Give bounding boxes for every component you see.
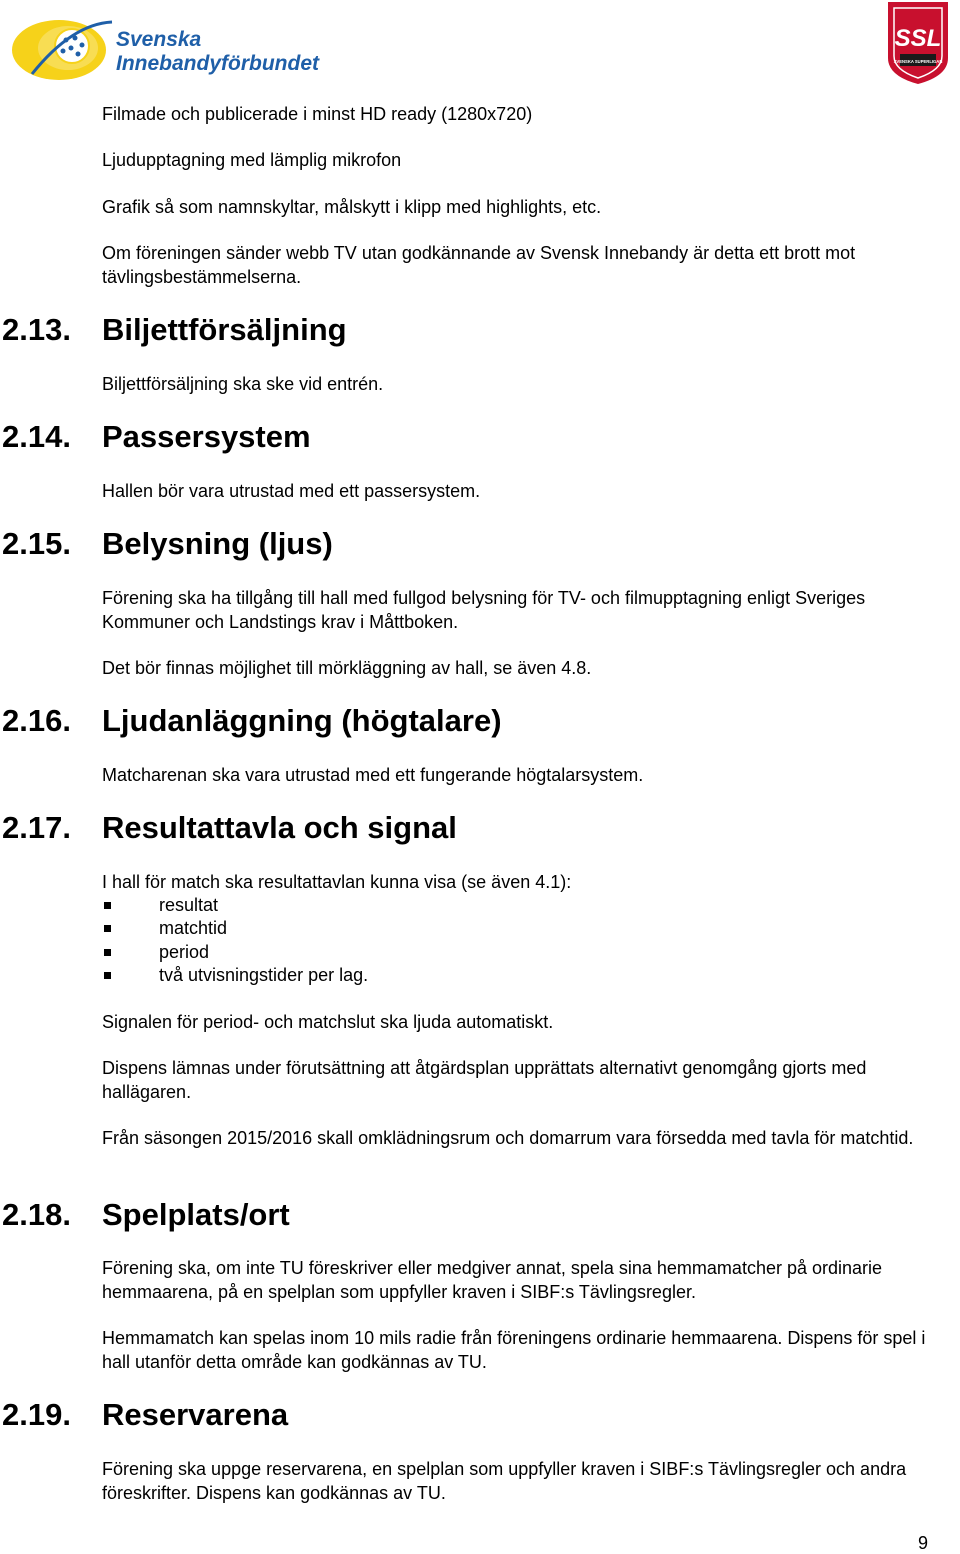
section-title: Passersystem: [102, 419, 311, 454]
section-2-17-paragraph-2: Signalen för period- och matchslut ska ljuda automatiskt.: [102, 1012, 554, 1032]
section-title: Spelplats/ort: [102, 1197, 290, 1232]
bullet-square-icon: [104, 925, 111, 932]
ssl-logo: [880, 0, 956, 91]
section-number: 2.19.: [2, 1397, 71, 1432]
page-header: [0, 0, 960, 95]
svg-text:Innebandyförbundet: Innebandyförbundet: [116, 52, 319, 75]
section-number: 2.17.: [2, 810, 71, 845]
section-2-17-paragraph-4: Från säsongen 2015/2016 skall omklädningsrum och domarrum vara försedda med tavla för matchtid.: [102, 1128, 914, 1148]
section-2-13-paragraph: Biljettförsäljning ska ske vid entrén.: [102, 374, 384, 394]
svg-text:Svenska: Svenska: [116, 28, 202, 51]
intro-line-1: Filmade och publicerade i minst HD ready (1280x720): [102, 104, 533, 124]
section-2-18-paragraph-1: Förening ska, om inte TU föreskriver eller medgiver annat, spela sina hemmamatcher på ordinarie hemmaarena, på en spelplan som uppfyller kraven i SIBF:s Tävlingsregler.: [102, 1258, 883, 1302]
section-2-17-intro: I hall för match ska resultattavlan kunna visa (se även 4.1):: [102, 872, 572, 892]
section-2-17-paragraph-3: Dispens lämnas under förutsättning att åtgärdsplan upprättats alternativt genomgång gjorts med hallägaren.: [102, 1058, 867, 1102]
section-title: Belysning (ljus): [102, 526, 333, 561]
section-title: Biljettförsäljning: [102, 312, 347, 347]
section-number: 2.13.: [2, 312, 71, 347]
section-title: Ljudanläggning (högtalare): [102, 703, 502, 738]
section-2-14-paragraph: Hallen bör vara utrustad med ett passersystem.: [102, 481, 481, 501]
section-number: 2.16.: [2, 703, 71, 738]
svg-text:SVENSKA SUPERLIGAN: SVENSKA SUPERLIGAN: [893, 59, 943, 64]
section-2-18-paragraph-2: Hemmamatch kan spelas inom 10 mils radie från föreningens ordinarie hemmaarena. Dispens för spel i hall utanför detta område kan godkännas av TU.: [102, 1328, 926, 1372]
section-2-15-paragraph-2: Det bör finnas möjlighet till mörkläggning av hall, se även 4.8.: [102, 658, 592, 678]
bullet-square-icon: [104, 949, 111, 956]
section-number: 2.15.: [2, 526, 71, 561]
section-2-15-paragraph-1: Förening ska ha tillgång till hall med fullgod belysning för TV- och filmupptagning enligt Sveriges Kommuner och Landstings krav i Måttboken.: [102, 588, 866, 632]
ssl-shield-graphic: [880, 0, 956, 86]
section-2-16-paragraph: Matcharenan ska vara utrustad med ett fungerande högtalarsystem.: [102, 765, 644, 785]
sibf-logo: [12, 14, 332, 89]
sibf-logo-graphic: [12, 14, 332, 84]
section-number: 2.14.: [2, 419, 71, 454]
intro-line-2: Ljudupptagning med lämplig mikrofon: [102, 150, 402, 170]
bullet-square-icon: [104, 972, 111, 979]
section-2-19-paragraph: Förening ska uppge reservarena, en spelplan som uppfyller kraven i SIBF:s Tävlingsregler och andra föreskrifter. Dispens kan godkännas av TU.: [102, 1459, 907, 1503]
svg-text:SSL: SSL: [894, 25, 942, 52]
intro-line-3: Grafik så som namnskyltar, målskytt i klipp med highlights, etc.: [102, 197, 602, 217]
bullet-square-icon: [104, 902, 111, 909]
section-title: Resultattavla och signal: [102, 810, 457, 845]
page-number: 9: [918, 1533, 929, 1553]
section-number: 2.18.: [2, 1197, 71, 1232]
section-title: Reservarena: [102, 1397, 289, 1432]
intro-paragraph: Om föreningen sänder webb TV utan godkännande av Svensk Innebandy är detta ett brott mot tävlingsbestämmelserna.: [102, 243, 856, 287]
